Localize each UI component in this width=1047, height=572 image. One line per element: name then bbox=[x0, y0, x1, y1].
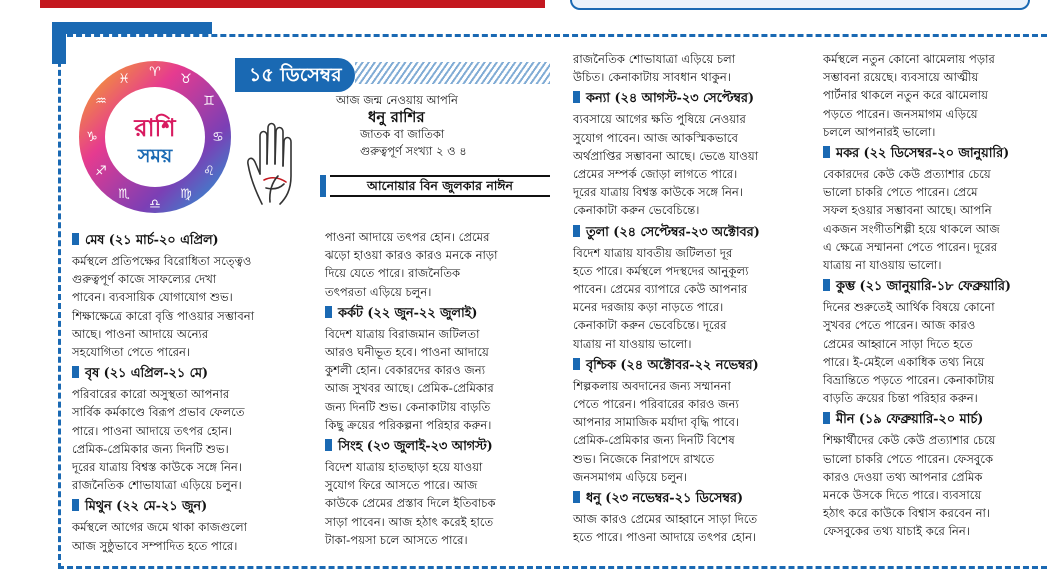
svg-text:♈: ♈ bbox=[149, 65, 161, 80]
text-line: আজ কারও প্রেমের আহ্বানে সাড়া দিতে bbox=[573, 512, 758, 527]
text-line: এ ক্ষেত্রে সম্মাননা পেতে পারেন। দূরের bbox=[823, 239, 998, 254]
text-line: চললে আপনারই ভালো। bbox=[823, 124, 936, 139]
svg-text:♌: ♌ bbox=[203, 164, 215, 179]
text-line: পাবেন। ব্যবসায়িক যোগাযোগ শুভ। bbox=[72, 290, 233, 305]
text-line: দূরের যাত্রায় বিশ্বস্ত কাউকে সঙ্গে নিন। bbox=[72, 460, 242, 475]
dashed-border-left bbox=[58, 34, 61, 569]
svg-text:♊: ♊ bbox=[203, 94, 215, 109]
text-line: কিছু ক্রয়ের পরিকল্পনা পরিহার করুন। bbox=[325, 417, 492, 432]
bullet-square-icon bbox=[72, 499, 79, 511]
zodiac-wheel-icon bbox=[76, 58, 234, 216]
text-line: পেতে পারেন। পরিবারের কারও জন্য bbox=[573, 397, 739, 412]
text-line: পাওনা আদায়ে তৎপর হোন। প্রেমের bbox=[325, 230, 490, 244]
column-3 bbox=[573, 50, 813, 546]
bullet-square-icon bbox=[823, 279, 830, 291]
text-line: গুরুত্বপূর্ণ কাজে সাফল্যের দেখা bbox=[72, 272, 217, 287]
text-line: জন্য দিনটি শুভ। কেনাকাটায় বাড়তি bbox=[325, 399, 491, 414]
bullet-square-icon bbox=[573, 491, 580, 503]
text-line: শিল্পকলায় অবদানের জন্য সম্মাননা bbox=[573, 378, 731, 393]
text-line: দিনের শুরুতেই আর্থিক বিষয়ে কোনো bbox=[823, 300, 995, 315]
svg-text:♒: ♒ bbox=[95, 94, 107, 109]
text-line: কাউকে প্রেমের প্রস্তাব দিলে ইতিবাচক bbox=[325, 496, 496, 511]
svg-text:♐: ♐ bbox=[95, 164, 107, 179]
intro-lucky-numbers: গুরুত্বপূর্ণ সংখ্যা ২ ও ৪ bbox=[360, 144, 467, 158]
column-4 bbox=[823, 50, 1045, 541]
intro-block bbox=[320, 92, 540, 160]
svg-text:♑: ♑ bbox=[86, 130, 98, 145]
text-line: ঝড়ো হাওয়া কারও কারও মনকে নাড়া bbox=[325, 248, 498, 263]
dashed-border-top bbox=[58, 34, 1047, 37]
text-line: ভালো চাকরি পেতে পারেন। প্রেমে bbox=[823, 185, 978, 200]
text-line: পড়তে পারেন। জনসমাগম এড়িয়ে bbox=[823, 106, 978, 121]
text-line: সুযোগ পাবেন। আজ আকস্মিকভাবে bbox=[573, 130, 739, 145]
text-line: মনকে উসকে দিতে পারে। ব্যবসায়ে bbox=[823, 488, 982, 503]
sign-heading-karkat: কর্কট (২২ জুন-২২ জুলাই) bbox=[325, 303, 560, 325]
text-line: মনের দরজায় কড়া নাড়তে পারে। bbox=[573, 300, 724, 315]
text-line: বিদেশ যাত্রায় হাতছাড়া হয়ে যাওয়া bbox=[325, 460, 483, 475]
text-line: পারে। ই-মেইলে একাধিক তথ্য নিয়ে bbox=[823, 354, 985, 369]
text-line: পারে। পাওনা আদায়ে তৎপর হোন। bbox=[72, 423, 233, 438]
date-stripe bbox=[355, 62, 550, 84]
author-byline: আনোয়ার বিন জুলকার নাঈন bbox=[330, 175, 550, 197]
palm-hand-icon bbox=[244, 118, 314, 208]
text-line: হঠাৎ করে কাউকে বিশ্বাস করবেন না। bbox=[823, 506, 991, 521]
text-line: সহযোগিতা পেতে পারেন। bbox=[72, 345, 191, 360]
text-line: আছে। পাওনা আদায়ে অন্যের bbox=[72, 326, 209, 341]
text-line: কর্মস্থলে প্রতিপক্ষের বিরোধিতা সত্ত্বেও bbox=[72, 254, 252, 268]
sign-heading-singha: সিংহ (২৩ জুলাই-২৩ আগস্ট) bbox=[325, 436, 560, 458]
text-line: একজন সংগীতশিল্পী হয়ে থাকলে আজ bbox=[823, 221, 1000, 236]
text-line: প্রেমিক-প্রেমিকার জন্য দিনটি শুভ। bbox=[72, 441, 229, 456]
svg-text:♓: ♓ bbox=[118, 72, 130, 87]
bullet-square-icon bbox=[72, 366, 79, 378]
text-line: পার্টনার থাকলে নতুন করে ঝামেলায় bbox=[823, 88, 988, 103]
text-line: সফল হওয়ার সম্ভাবনা আছে। আপনি bbox=[823, 203, 992, 218]
corner-accent-left bbox=[52, 22, 66, 64]
text-line: রাজনৈতিক শোভাযাত্রা এড়িয়ে চলা bbox=[573, 52, 736, 66]
text-line: যাত্রায় না যাওয়ায় ভালো। bbox=[823, 258, 942, 273]
sign-heading-brisha: বৃষ (২১ এপ্রিল-২১ মে) bbox=[72, 363, 307, 385]
svg-text:♍: ♍ bbox=[180, 187, 192, 202]
sign-heading-mithun: মিথুন (২২ মে-২১ জুন) bbox=[72, 496, 307, 518]
corner-accent-top bbox=[52, 22, 212, 34]
text-line: প্রেমিক-প্রেমিকার জন্য দিনটি বিশেষ bbox=[573, 433, 735, 448]
intro-sign-name: ধনু রাশির bbox=[368, 108, 425, 126]
sign-heading-kumbha: কুম্ভ (২১ জানুয়ারি-১৮ ফেব্রুয়ারি) bbox=[823, 276, 1045, 298]
column-2 bbox=[325, 228, 560, 549]
sign-heading-mesh: মেষ (২১ মার্চ-২০ এপ্রিল) bbox=[72, 230, 307, 252]
sign-heading-brishchik: বৃশ্চিক (২৪ অক্টোবর-২২ নভেম্বর) bbox=[573, 355, 813, 377]
text-line: যাত্রায় না যাওয়ায় ভালো। bbox=[573, 336, 692, 351]
logo-text-bottom: সময় bbox=[137, 145, 173, 167]
logo-text-top: রাশি bbox=[134, 113, 176, 142]
text-line: দূরের যাত্রায় বিশ্বস্ত কাউকে সঙ্গে নিন। bbox=[573, 185, 743, 200]
bullet-square-icon bbox=[325, 306, 332, 318]
text-line: বিদেশ যাত্রায় যাবতীয় জটিলতা দূর bbox=[573, 245, 733, 260]
text-line: পরিবারের কারো অসুস্থতা আপনার bbox=[72, 387, 230, 402]
text-line: প্রেমের আহ্বানে সাড়া দিতে হতে bbox=[823, 336, 973, 351]
bullet-square-icon bbox=[823, 412, 830, 424]
text-line: কর্মস্থলে নতুন কোনো ঝামেলায় পড়ার bbox=[823, 52, 995, 66]
date-banner: ১৫ ডিসেম্বর bbox=[235, 58, 355, 92]
text-line: দিয়ে যেতে পারে। রাজনৈতিক bbox=[325, 266, 461, 281]
text-line: ভালো চাকরি পেতে পারেন। ফেসবুকে bbox=[823, 451, 994, 466]
sign-heading-makar: মকর (২২ ডিসেম্বর-২০ জানুয়ারি) bbox=[823, 143, 1045, 165]
text-line: সম্ভাবনা রয়েছে। ব্যবসায়ে আত্মীয় bbox=[823, 70, 979, 85]
intro-line-1: আজ জন্ম নেওয়ায় আপনি bbox=[336, 93, 458, 107]
sign-heading-tula: তুলা (২৪ সেপ্টেম্বর-২৩ অক্টোবর) bbox=[573, 222, 813, 244]
text-line: ব্যবসায়ে আগের ক্ষতি পুষিয়ে নেওয়ার bbox=[573, 112, 746, 127]
svg-text:♏: ♏ bbox=[118, 187, 130, 202]
bullet-square-icon bbox=[573, 358, 580, 370]
sign-heading-meen: মীন (১৯ ফেব্রুয়ারি-২০ মার্চ) bbox=[823, 409, 1045, 431]
bullet-square-icon bbox=[72, 233, 79, 245]
top-blue-band bbox=[570, 0, 1030, 10]
svg-text:♉: ♉ bbox=[180, 72, 192, 87]
text-line: আপনার সামাজিক মর্যাদা বৃদ্ধি পাবে। bbox=[573, 415, 740, 430]
text-line: রাজনৈতিক শোভাযাত্রা এড়িয়ে চলুন। bbox=[72, 478, 242, 493]
text-line: বিদেশ যাত্রায় বিরাজমান জটিলতা bbox=[325, 326, 480, 341]
text-line: বিভ্রান্তিতে পড়তে পারেন। কেনাকাটায় bbox=[823, 373, 995, 388]
text-line: আজ সুখবর আছে। প্রেমিক-প্রেমিকার bbox=[325, 381, 494, 396]
text-line: কেনাকাটা করুন ভেবেচিন্তে। দূরের bbox=[573, 318, 727, 333]
svg-text:♎: ♎ bbox=[149, 197, 161, 212]
text-line: বেকারদের কেউ কেউ প্রত্যাশার চেয়ে bbox=[823, 167, 991, 182]
column-1 bbox=[72, 228, 307, 555]
text-line: শুভ। নিজেকে নিরাপদে রাখতে bbox=[573, 451, 715, 466]
text-line: সুযোগ ফিরে আসতে পারে। আজ bbox=[325, 478, 478, 493]
text-line: শিক্ষাক্ষেত্রে কারো বৃত্তি পাওয়ার সম্ভাবনা bbox=[72, 308, 255, 323]
text-line: পাবেন। প্রেমের ব্যাপারে কেউ আপনার bbox=[573, 282, 748, 297]
text-line: হতে পারে। পাওনা আদায়ে তৎপর হোন। bbox=[573, 530, 757, 545]
text-line: তৎপরতা এড়িয়ে চলুন। bbox=[325, 284, 432, 299]
bullet-square-icon bbox=[573, 91, 580, 103]
text-line: প্রেমের সম্পর্ক জোড়া লাগতে পারে। bbox=[573, 167, 738, 182]
text-line: কুশলী হোন। বেকারদের কারও জন্য bbox=[325, 363, 486, 378]
text-line: অর্থপ্রাপ্তির সম্ভাবনা আছে। ভেঙে যাওয়া bbox=[573, 148, 759, 163]
bullet-square-icon bbox=[573, 225, 580, 237]
text-line: হতে পারে। কর্মস্থলে পদস্থদের আনুকূল্য bbox=[573, 263, 749, 278]
text-line: আরও ঘনীভূত হবে। পাওনা আদায়ে bbox=[325, 345, 489, 360]
author-accent bbox=[320, 175, 326, 197]
svg-text:♋: ♋ bbox=[212, 130, 224, 145]
bullet-square-icon bbox=[823, 146, 830, 158]
sign-heading-kanya: কন্যা (২৪ আগস্ট-২৩ সেপ্টেম্বর) bbox=[573, 88, 813, 110]
text-line: উচিত। কেনাকাটায় সাবধান থাকুন। bbox=[573, 70, 731, 85]
text-line: শিক্ষার্থীদের কেউ কেউ প্রত্যাশার চেয়ে bbox=[823, 433, 996, 448]
text-line: বাড়তি ক্রয়ের চিন্তা পরিহার করুন। bbox=[823, 391, 978, 406]
text-line: সাড়া পাবেন। আজ হঠাৎ করেই হাতে bbox=[325, 514, 494, 529]
text-line: ফেসবুকের তথ্য যাচাই করে নিন। bbox=[823, 524, 970, 539]
top-red-band bbox=[40, 0, 545, 8]
text-line: কারও দেওয়া তথ্য আপনার প্রেমিক bbox=[823, 469, 983, 484]
text-line: জনসমাগম এড়িয়ে চলুন। bbox=[573, 469, 688, 484]
dashed-border-bottom bbox=[58, 566, 1047, 569]
bullet-square-icon bbox=[325, 439, 332, 451]
intro-line-3: জাতক বা জাতিকা bbox=[360, 127, 445, 141]
text-line: সুখবর পেতে পারেন। আজ কারও bbox=[823, 318, 976, 333]
text-line: আজ সুষ্ঠুভাবে সম্পাদিত হতে পারে। bbox=[72, 538, 238, 553]
sign-heading-dhanu: ধনু (২৩ নভেম্বর-২১ ডিসেম্বর) bbox=[573, 488, 813, 510]
text-line: কেনাকাটা করুন ভেবেচিন্তে। bbox=[573, 203, 700, 218]
text-line: কর্মস্থলে আগের জমে থাকা কাজগুলো bbox=[72, 520, 248, 535]
text-line: সার্বিক কর্মকাণ্ডে বিরূপ প্রভাব ফেলতে bbox=[72, 405, 245, 420]
text-line: টাকা-পয়সা চলে আসতে পারে। bbox=[325, 532, 468, 547]
